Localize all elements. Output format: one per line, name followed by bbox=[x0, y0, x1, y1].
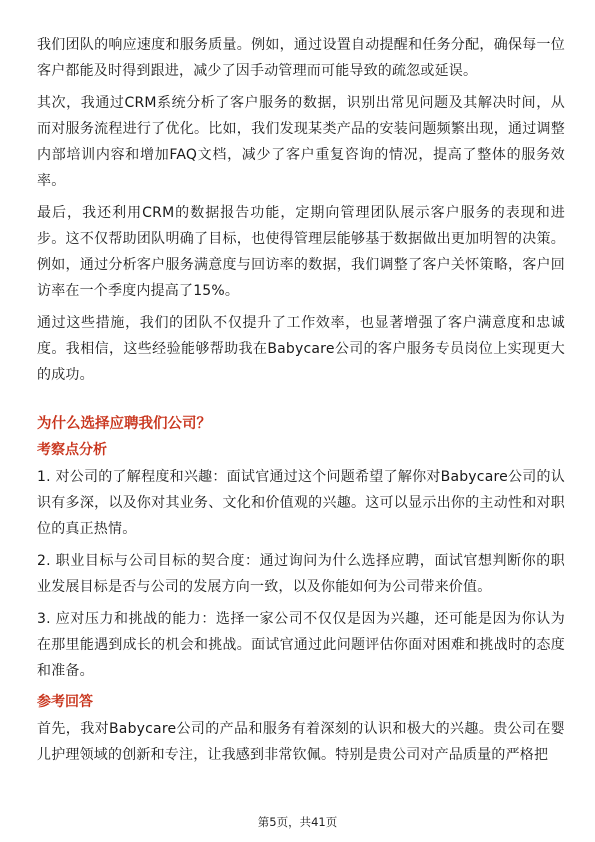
analysis-point-3: 3. 应对压力和挑战的能力：选择一家公司不仅仅是因为兴趣，还可能是因为你认为在那里能遇到成长的机会和挑战。面试官通过此问题评估你面对困难和挑战时的态度和准备。 bbox=[37, 611, 565, 679]
analysis-point-2: 2. 职业目标与公司目标的契合度：通过询问为什么选择应聘，面试官想判断你的职业发展目标是否与公司的发展方向一致，以及你能如何为公司带来价值。 bbox=[37, 553, 565, 595]
question-title: 为什么选择应聘我们公司？ bbox=[37, 416, 211, 432]
page-content bbox=[37, 32, 565, 774]
paragraph-crm-analysis: 其次，我通过CRM系统分析了客户服务的数据，识别出常见问题及其解决时间，从而对服务流程进行了优化。比如，我们发现某类产品的安装问题频繁出现，通过调整内部培训内容和增加FAQ文档，减少了客户重复咨询的情况，提高了整体的服务效率。 bbox=[37, 95, 565, 189]
analysis-heading: 考察点分析 bbox=[37, 442, 107, 458]
analysis-point-1: 1. 对公司的了解程度和兴趣：面试官通过这个问题希望了解你对Babycare公司的认识有多深，以及你对其业务、文化和价值观的兴趣。这可以显示出你的主动性和对职位的真正热情。 bbox=[37, 469, 565, 537]
paragraph-conclusion: 通过这些措施，我们的团队不仅提升了工作效率，也显著增强了客户满意度和忠诚度。我相信，这些经验能够帮助我在Babycare公司的客户服务专员岗位上实现更大的成功。 bbox=[37, 315, 565, 383]
page-number: 第5页，共41页 bbox=[257, 815, 338, 829]
paragraph-crm-reports: 最后，我还利用CRM的数据报告功能，定期向管理团队展示客户服务的表现和进步。这不仅帮助团队明确了目标，也使得管理层能够基于数据做出更加明智的决策。例如，通过分析客户服务满意度与回访率的数据，我们调整了客户关怀策略，客户回访率在一个季度内提高了15%。 bbox=[37, 205, 565, 299]
answer-heading: 参考回答 bbox=[37, 694, 93, 710]
section-spacer bbox=[37, 394, 565, 406]
paragraph-team-response: 我们团队的响应速度和服务质量。例如，通过设置自动提醒和任务分配，确保每一位客户都能及时得到跟进，减少了因手动管理而可能导致的疏忽或延误。 bbox=[37, 37, 565, 79]
answer-paragraph: 首先，我对Babycare公司的产品和服务有着深刻的认识和极大的兴趣。贵公司在婴儿护理领域的创新和专注，让我感到非常钦佩。特别是贵公司对产品质量的严格把 bbox=[37, 721, 565, 763]
